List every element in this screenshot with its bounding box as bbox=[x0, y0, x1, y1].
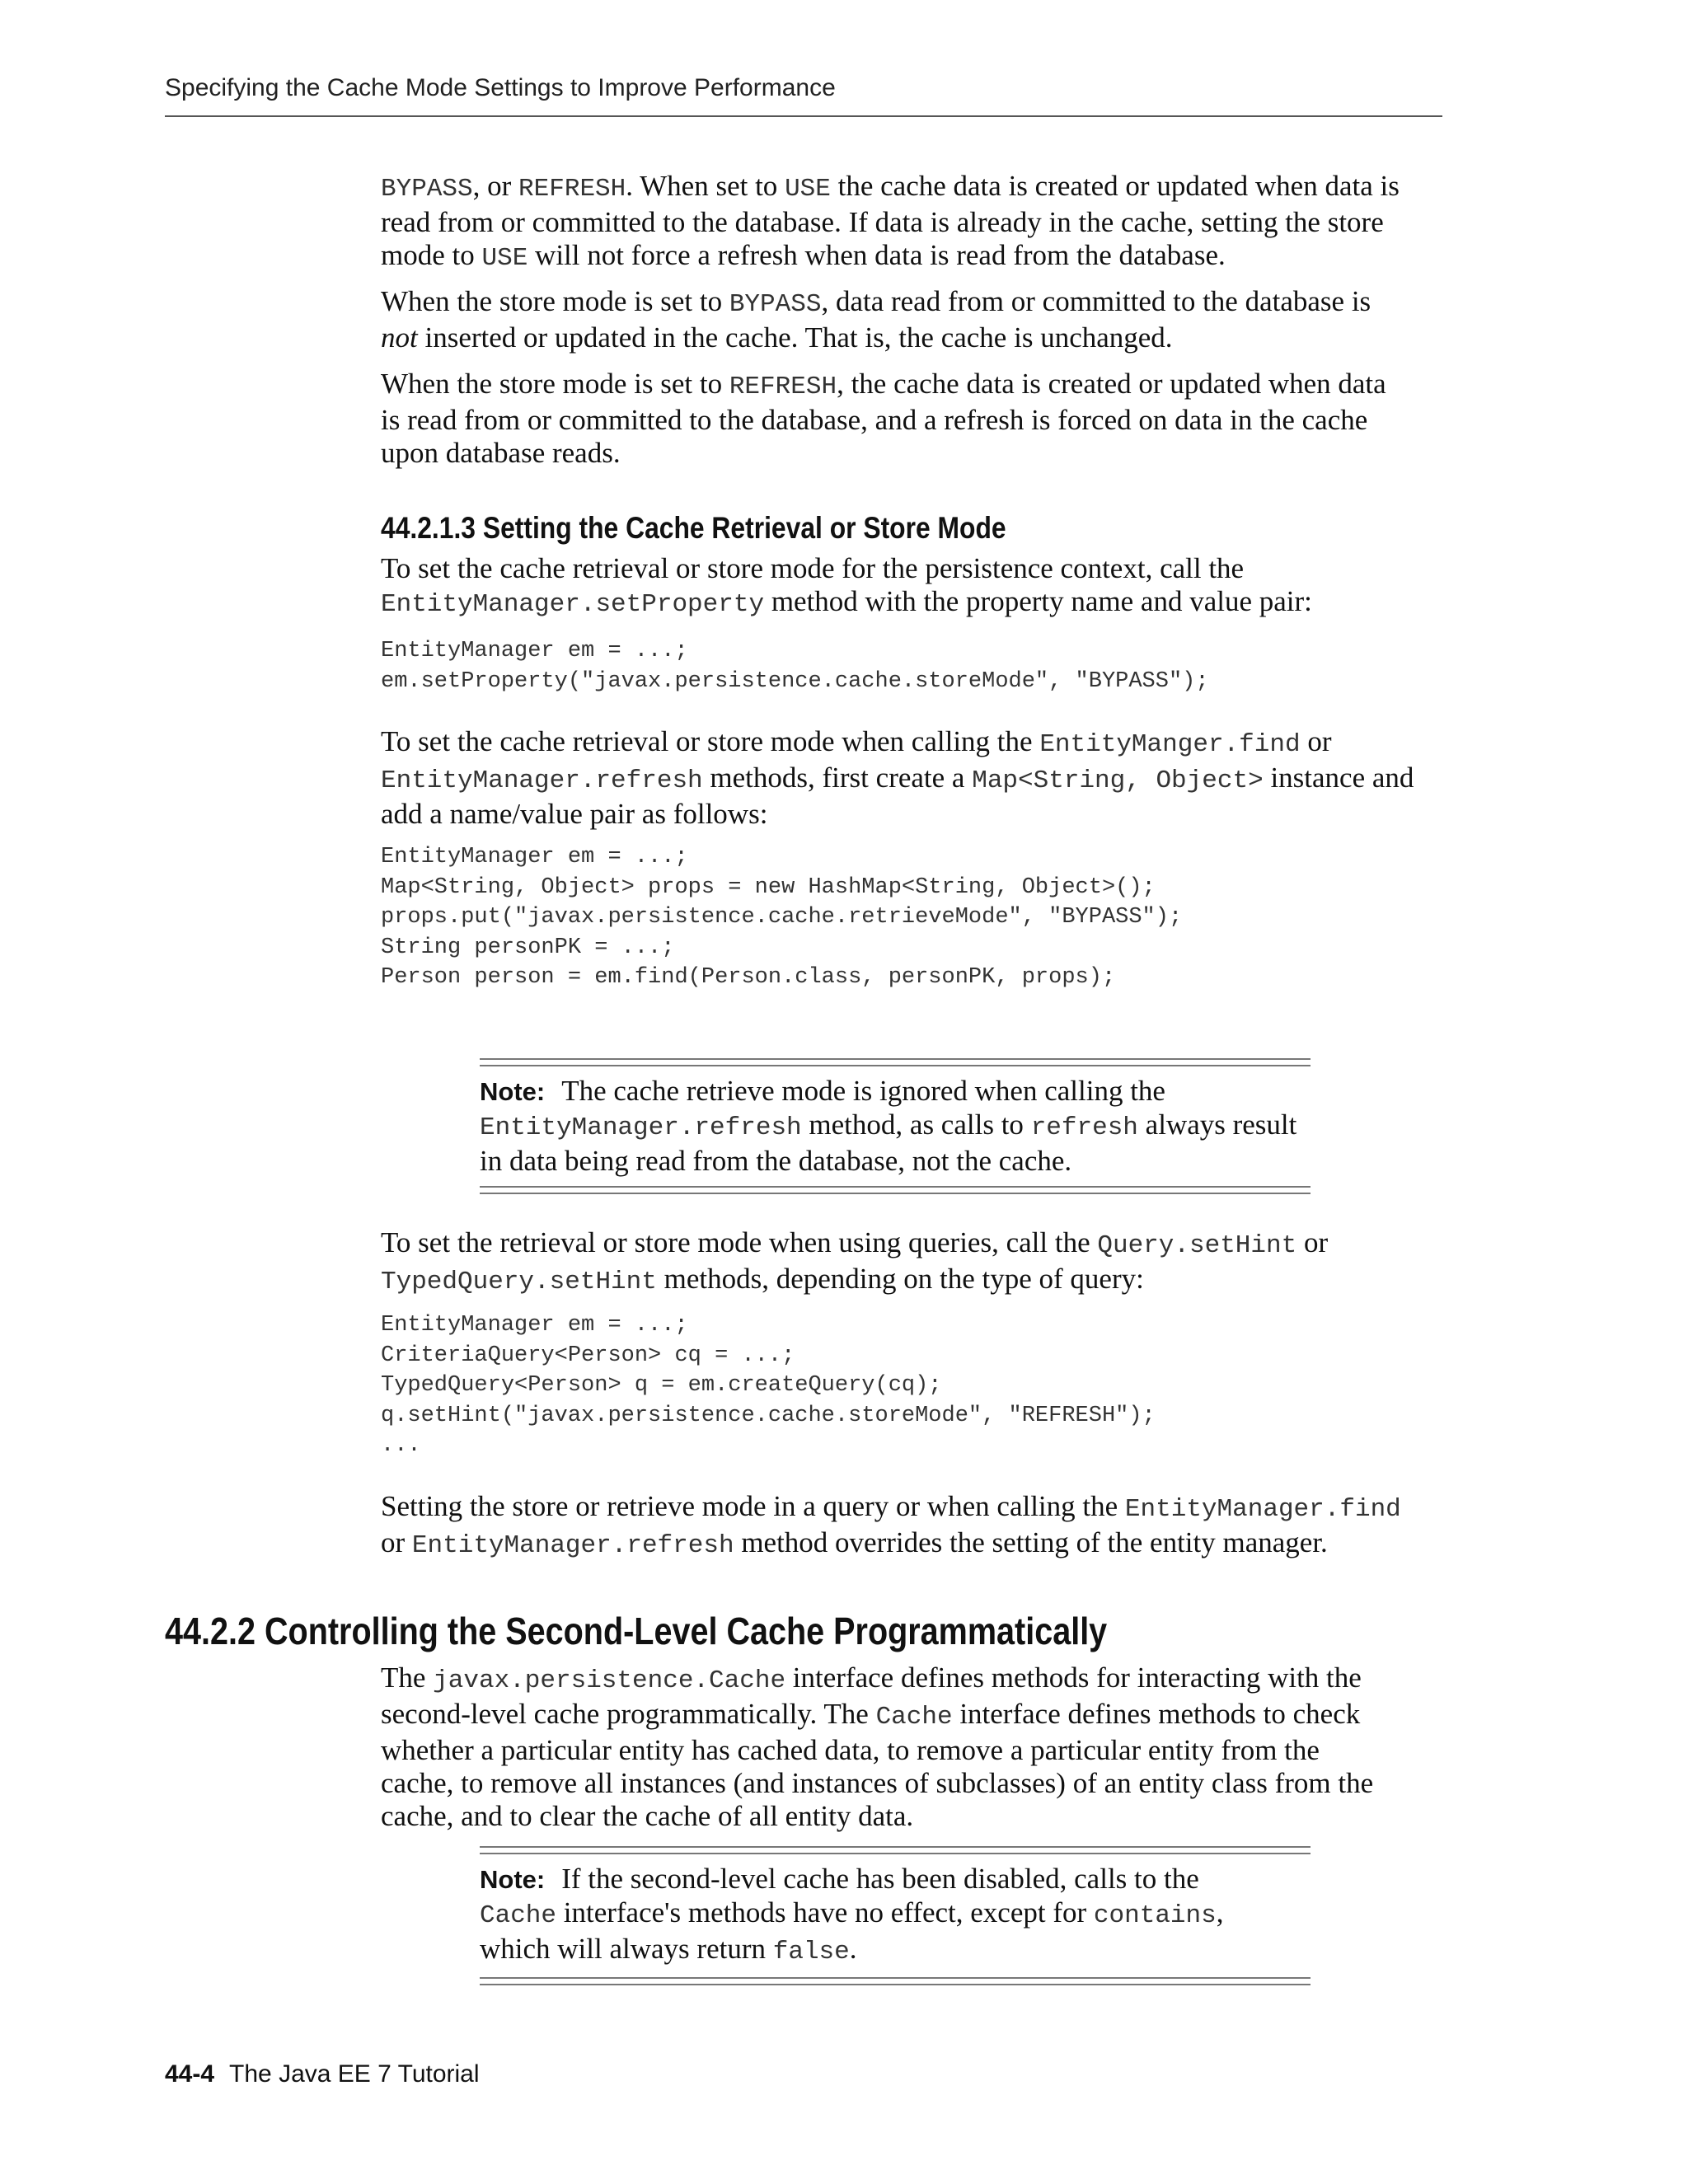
inline-code: Cache bbox=[875, 1703, 953, 1732]
text-line: add a name/value pair as follows: bbox=[381, 798, 768, 830]
text-run: or bbox=[1296, 1226, 1329, 1258]
paragraph-override-note bbox=[381, 1490, 1452, 1563]
text-run: will not force a refresh when data is read from the database. bbox=[528, 239, 1226, 271]
note-label: Note: bbox=[480, 1077, 546, 1106]
inline-code: false bbox=[772, 1938, 850, 1966]
inline-code: USE bbox=[785, 175, 831, 204]
text-run: instance and bbox=[1263, 762, 1414, 794]
inline-code: EntityManager.refresh bbox=[411, 1531, 734, 1560]
book-title: The Java EE 7 Tutorial bbox=[229, 2060, 480, 2088]
paragraph-bypass-mode bbox=[381, 285, 1444, 354]
note-body bbox=[480, 1066, 1311, 1186]
text-line: To set the cache retrieval or store mode for the persistence context, call the bbox=[381, 552, 1245, 584]
text-run: When the store mode is set to bbox=[381, 285, 729, 317]
section-heading-44-2-1-3: 44.2.1.3 Setting the Cache Retrieval or Store Mode bbox=[381, 511, 1006, 545]
emphasis-text: not bbox=[381, 321, 418, 354]
text-run: To set the retrieval or store mode when using queries, call the bbox=[381, 1226, 1098, 1258]
section-heading-44-2-2: 44.2.2 Controlling the Second-Level Cache Programmatically bbox=[165, 1610, 1108, 1652]
inline-code: EntityManager.refresh bbox=[381, 766, 703, 795]
note-box-disabled-cache bbox=[480, 1846, 1311, 1985]
text-run: . When set to bbox=[626, 170, 785, 202]
inline-code: REFRESH bbox=[518, 175, 626, 204]
running-header: Specifying the Cache Mode Settings to Improve Performance bbox=[165, 74, 836, 101]
text-run: . bbox=[849, 1933, 857, 1965]
inline-code: contains bbox=[1093, 1901, 1217, 1930]
text-run: the cache data is created or updated when data is bbox=[830, 170, 1400, 202]
text-run: When the store mode is set to bbox=[381, 368, 729, 400]
page-number: 44-4 bbox=[165, 2060, 215, 2088]
text-line: whether a particular entity has cached data, to remove a particular entity from the bbox=[381, 1734, 1320, 1766]
text-run: method overrides the setting of the entity manager. bbox=[734, 1526, 1328, 1558]
inline-code: USE bbox=[481, 244, 528, 273]
inline-code: BYPASS bbox=[729, 290, 822, 319]
text-run: , bbox=[1216, 1896, 1224, 1929]
paragraph-store-mode-intro bbox=[381, 170, 1444, 275]
note-body bbox=[480, 1854, 1311, 1977]
inline-code: EntityManger.find bbox=[1039, 730, 1301, 759]
note-top-rule bbox=[480, 1846, 1311, 1854]
inline-code: REFRESH bbox=[729, 373, 837, 401]
note-bottom-rule bbox=[480, 1977, 1311, 1985]
code-example-find-with-props: EntityManager em = ...; Map<String, Object> props = new HashMap<String, Object>(); props.put("javax.persistence.cache.retrieveMode", "BYPASS"); String personPK = ...; Person person = em.find(Person.class, personPK, props); bbox=[381, 845, 1183, 990]
paragraph-query-hints bbox=[381, 1226, 1444, 1299]
inline-code: Query.setHint bbox=[1097, 1231, 1297, 1260]
inline-code: javax.persistence.Cache bbox=[433, 1666, 786, 1695]
text-line: is read from or committed to the database, and a refresh is forced on data in the cache bbox=[381, 404, 1368, 436]
text-line: read from or committed to the database. If data is already in the cache, setting the store bbox=[381, 206, 1384, 238]
page-footer bbox=[165, 2060, 480, 2088]
inline-code: EntityManager.setProperty bbox=[381, 590, 765, 619]
note-box-retrieve-mode bbox=[480, 1058, 1311, 1194]
text-run: , data read from or committed to the database is bbox=[821, 285, 1372, 317]
text-run: interface's methods have no effect, except for bbox=[556, 1896, 1094, 1929]
inline-code: refresh bbox=[1030, 1113, 1138, 1142]
text-run: inserted or updated in the cache. That is, the cache is unchanged. bbox=[417, 321, 1173, 354]
text-run: The cache retrieve mode is ignored when calling the bbox=[561, 1075, 1165, 1107]
paragraph-cache-interface bbox=[381, 1661, 1444, 1833]
inline-code: EntityManager.refresh bbox=[480, 1113, 802, 1142]
text-run: or bbox=[1300, 725, 1332, 757]
text-run: mode to bbox=[381, 239, 482, 271]
text-line: cache, to remove all instances (and instances of subclasses) of an entity class from the bbox=[381, 1767, 1374, 1799]
note-label: Note: bbox=[480, 1865, 546, 1894]
text-run: method with the property name and value pair: bbox=[764, 585, 1312, 617]
text-run: interface defines methods to check bbox=[952, 1698, 1361, 1730]
text-run: second-level cache programmatically. The bbox=[381, 1698, 876, 1730]
header-rule bbox=[165, 115, 1442, 117]
text-run: which will always return bbox=[480, 1933, 773, 1965]
text-run: method, as calls to bbox=[801, 1108, 1031, 1141]
text-line: in data being read from the database, not the cache. bbox=[480, 1145, 1072, 1177]
text-run: methods, first create a bbox=[702, 762, 973, 794]
paragraph-refresh-mode bbox=[381, 368, 1444, 470]
code-example-set-property: EntityManager em = ...; em.setProperty("javax.persistence.cache.storeMode", "BYPASS"); bbox=[381, 639, 1209, 694]
inline-code: EntityManager.find bbox=[1124, 1495, 1401, 1524]
note-top-rule bbox=[480, 1058, 1311, 1066]
note-bottom-rule bbox=[480, 1186, 1311, 1194]
inline-code: Cache bbox=[480, 1901, 557, 1930]
text-run: or bbox=[381, 1526, 412, 1558]
text-line: cache, and to clear the cache of all entity data. bbox=[381, 1800, 914, 1832]
code-example-query-hint: EntityManager em = ...; CriteriaQuery<Person> cq = ...; TypedQuery<Person> q = em.createQuery(cq); q.setHint("javax.persistence.cache.storeMode", "REFRESH"); ... bbox=[381, 1313, 1156, 1458]
text-run: interface defines methods for interacting with the bbox=[785, 1661, 1362, 1694]
inline-code: BYPASS bbox=[381, 175, 473, 204]
text-run: always result bbox=[1137, 1108, 1297, 1141]
text-run: To set the cache retrieval or store mode when calling the bbox=[381, 725, 1040, 757]
text-run: , or bbox=[472, 170, 519, 202]
text-run: methods, depending on the type of query: bbox=[656, 1263, 1144, 1295]
text-run: , the cache data is created or updated when data bbox=[837, 368, 1386, 400]
text-run: The bbox=[381, 1661, 434, 1694]
inline-code: Map<String, Object> bbox=[972, 766, 1264, 795]
inline-code: TypedQuery.setHint bbox=[381, 1268, 657, 1296]
text-run: Setting the store or retrieve mode in a query or when calling the bbox=[381, 1490, 1125, 1522]
paragraph-find-refresh bbox=[381, 725, 1444, 831]
text-run: If the second-level cache has been disabled, calls to the bbox=[561, 1863, 1199, 1895]
paragraph-set-property bbox=[381, 552, 1444, 621]
text-line: upon database reads. bbox=[381, 437, 621, 469]
